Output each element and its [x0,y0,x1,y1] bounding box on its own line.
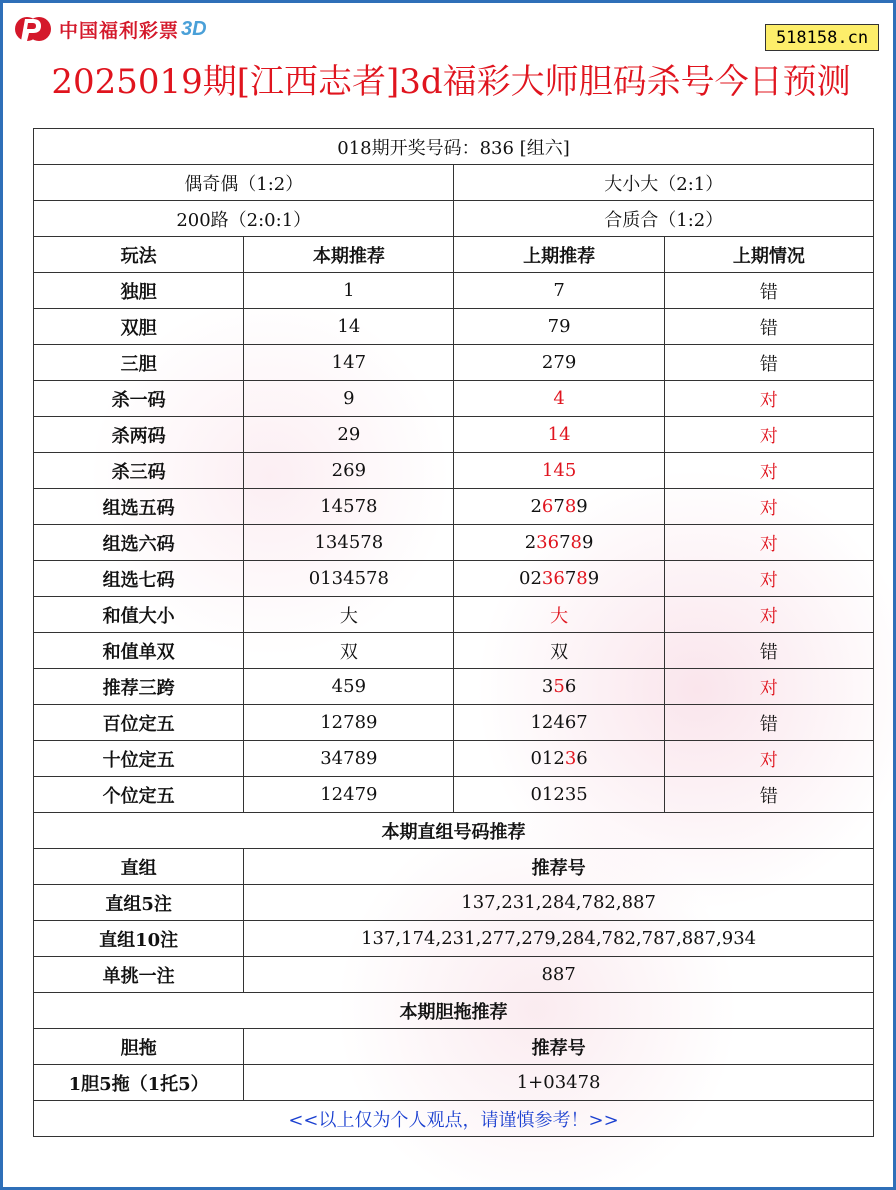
direct-section-title: 本期直组号码推荐 [34,813,874,849]
play-name: 杀三码 [34,453,244,489]
play-name: 杀两码 [34,417,244,453]
current-pick: 14 [244,309,454,345]
prev-status: 对 [664,381,873,417]
table-row [34,741,874,777]
prev-pick-digit: 1 [541,460,554,481]
prediction-table-wrap [33,128,874,1137]
play-name: 百位定五 [34,705,244,741]
prev-pick [454,489,664,525]
table-row [34,669,874,705]
big-small: 大小大（2:1） [454,165,874,201]
lottery-logo [13,11,207,47]
prev-pick-digit: 5 [553,676,565,697]
prev-pick [454,633,664,669]
dantuo-section-title: 本期胆拖推荐 [34,993,874,1029]
logo-text: 中国福利彩票 [59,20,180,42]
prev-pick-digit: 3 [536,532,548,553]
direct-value: 887 [244,957,874,993]
prev-pick-digit: 大 [550,605,569,627]
table-row [34,633,874,669]
prev-pick-digit: 9 [587,568,600,589]
play-name: 组选七码 [34,561,244,597]
prev-pick-digit: 7 [559,532,571,553]
prev-pick [454,273,664,309]
page-title: 2025019期[江西志者]3d福彩大师胆码杀号今日预测 [51,62,851,102]
table-row [34,705,874,741]
header-current: 本期推荐 [244,237,454,273]
current-pick: 双 [244,633,454,669]
play-name: 双胆 [34,309,244,345]
prev-pick [454,381,664,417]
current-pick: 269 [244,453,454,489]
prev-pick-digit: 0 [530,784,542,805]
play-name: 和值大小 [34,597,244,633]
dantuo-value: 1+03478 [244,1065,874,1101]
direct-value: 137,174,231,277,279,284,782,787,887,934 [244,921,874,957]
table-row [34,309,874,345]
prev-pick-digit: 3 [564,784,577,805]
prev-pick [454,345,664,381]
direct-header-row [34,849,874,885]
prev-pick-digit: 0 [519,568,531,589]
odd-even: 偶奇偶（1:2） [34,165,454,201]
prev-pick-digit: 2 [524,532,537,553]
prev-result: 018期开奖号码：836 [组六] [34,129,874,165]
prev-status: 错 [664,345,873,381]
play-name: 十位定五 [34,741,244,777]
prev-pick-digit: 5 [564,460,577,481]
prev-pick-digit: 0 [530,748,542,769]
play-name: 三胆 [34,345,244,381]
prev-pick-digit: 7 [547,316,560,337]
prev-status: 错 [664,633,873,669]
prev-pick-digit: 7 [553,352,565,373]
prev-pick-digit: 4 [553,712,565,733]
play-name: 杀一码 [34,381,244,417]
dantuo-header-row [34,1029,874,1065]
play-name: 组选五码 [34,489,244,525]
prediction-table [33,128,874,1137]
prime-pattern: 合质合（1:2） [454,201,874,237]
direct-label: 直组5注 [34,885,244,921]
table-row [34,525,874,561]
current-pick: 147 [244,345,454,381]
direct-header-right: 推荐号 [244,849,874,885]
prev-pick [454,741,664,777]
current-pick: 大 [244,597,454,633]
prev-pick-digit: 6 [541,496,554,517]
prev-pick-digit: 3 [541,568,554,589]
prev-status: 错 [664,273,873,309]
direct-value: 137,231,284,782,887 [244,885,874,921]
current-pick: 0134578 [244,561,454,597]
prev-pick [454,561,664,597]
prev-status: 对 [664,489,873,525]
prev-pick-digit: 4 [553,388,565,409]
prev-pick-digit: 7 [576,712,588,733]
prev-pick-digit: 2 [541,352,554,373]
prev-pick-digit: 2 [553,784,565,805]
dantuo-row [34,1065,874,1101]
direct-row [34,885,874,921]
header-prev: 上期推荐 [454,237,664,273]
prev-pick-digit: 6 [564,676,577,697]
direct-row [34,921,874,957]
prev-pick-digit: 8 [564,496,577,517]
prev-pick [454,705,664,741]
logo-3d: 3D [181,17,207,40]
prev-pick [454,525,664,561]
table-row [34,453,874,489]
current-pick: 9 [244,381,454,417]
prev-pick-digit: 4 [559,424,571,445]
current-pick: 459 [244,669,454,705]
prev-pick-digit: 双 [550,641,569,663]
table-row [34,561,874,597]
prev-status: 对 [664,669,873,705]
table-header-row [34,237,874,273]
prev-pick-digit: 9 [581,532,594,553]
prev-pick-digit: 5 [576,784,588,805]
table-row [34,489,874,525]
current-pick: 12479 [244,777,454,813]
prev-pick-digit: 9 [576,496,588,517]
play-name: 独胆 [34,273,244,309]
prev-pick-digit: 7 [553,496,565,517]
direct-row [34,957,874,993]
prev-pick-digit: 6 [553,568,565,589]
prev-pick-digit: 4 [553,460,565,481]
table-row [34,777,874,813]
prev-pick-digit: 1 [530,712,542,733]
pattern-row-1 [34,165,874,201]
prev-pick-digit: 6 [576,748,588,769]
footer-row [34,1101,874,1137]
play-name: 和值单双 [34,633,244,669]
prev-status: 对 [664,453,873,489]
prev-pick [454,453,664,489]
prev-status: 对 [664,561,873,597]
prev-pick-digit: 3 [564,748,577,769]
dantuo-label: 1胆5拖（1托5） [34,1065,244,1101]
current-pick: 29 [244,417,454,453]
prev-status: 对 [664,597,873,633]
current-pick: 134578 [244,525,454,561]
prev-pick-digit: 2 [541,712,554,733]
direct-header-left: 直组 [34,849,244,885]
header-play: 玩法 [34,237,244,273]
prev-pick-digit: 2 [530,568,542,589]
prev-pick-digit: 3 [541,676,554,697]
prev-pick-digit: 8 [570,532,582,553]
prev-pick-digit: 6 [564,712,577,733]
direct-label: 单挑一注 [34,957,244,993]
footer-note: <<以上仅为个人观点，请谨慎参考！>> [34,1101,874,1137]
prev-pick-digit: 1 [541,748,554,769]
table-row [34,273,874,309]
prev-pick-digit: 8 [576,568,588,589]
dantuo-header-left: 胆拖 [34,1029,244,1065]
prev-pick [454,597,664,633]
prev-pick-digit: 1 [541,784,554,805]
current-pick: 12789 [244,705,454,741]
dantuo-section-row [34,993,874,1029]
table-row [34,417,874,453]
prev-pick-digit: 6 [547,532,560,553]
play-name: 推荐三跨 [34,669,244,705]
direct-label: 直组10注 [34,921,244,957]
prev-pick-digit: 7 [553,280,565,301]
prev-status: 错 [664,777,873,813]
prev-pick-digit: 9 [564,352,577,373]
welfare-lottery-logo-icon [13,11,53,47]
direct-section-row [34,813,874,849]
prev-pick [454,309,664,345]
site-badge[interactable]: 518158.cn [765,24,879,51]
road-pattern: 200路（2:0:1） [34,201,454,237]
pattern-row-2 [34,201,874,237]
prev-pick-digit: 2 [530,496,542,517]
prev-pick-digit: 1 [547,424,560,445]
prev-pick [454,417,664,453]
current-pick: 1 [244,273,454,309]
table-row [34,597,874,633]
play-name: 组选六码 [34,525,244,561]
current-pick: 14578 [244,489,454,525]
table-row [34,381,874,417]
prev-pick-digit: 9 [559,316,571,337]
prev-pick [454,669,664,705]
prev-status: 对 [664,417,873,453]
prev-result-row [34,129,874,165]
prev-pick [454,777,664,813]
dantuo-header-right: 推荐号 [244,1029,874,1065]
prev-status: 对 [664,525,873,561]
prev-status: 对 [664,741,873,777]
prev-pick-digit: 7 [564,568,577,589]
table-row [34,345,874,381]
header-status: 上期情况 [664,237,873,273]
play-name: 个位定五 [34,777,244,813]
current-pick: 34789 [244,741,454,777]
prev-pick-digit: 2 [553,748,565,769]
prev-status: 错 [664,705,873,741]
prev-status: 错 [664,309,873,345]
